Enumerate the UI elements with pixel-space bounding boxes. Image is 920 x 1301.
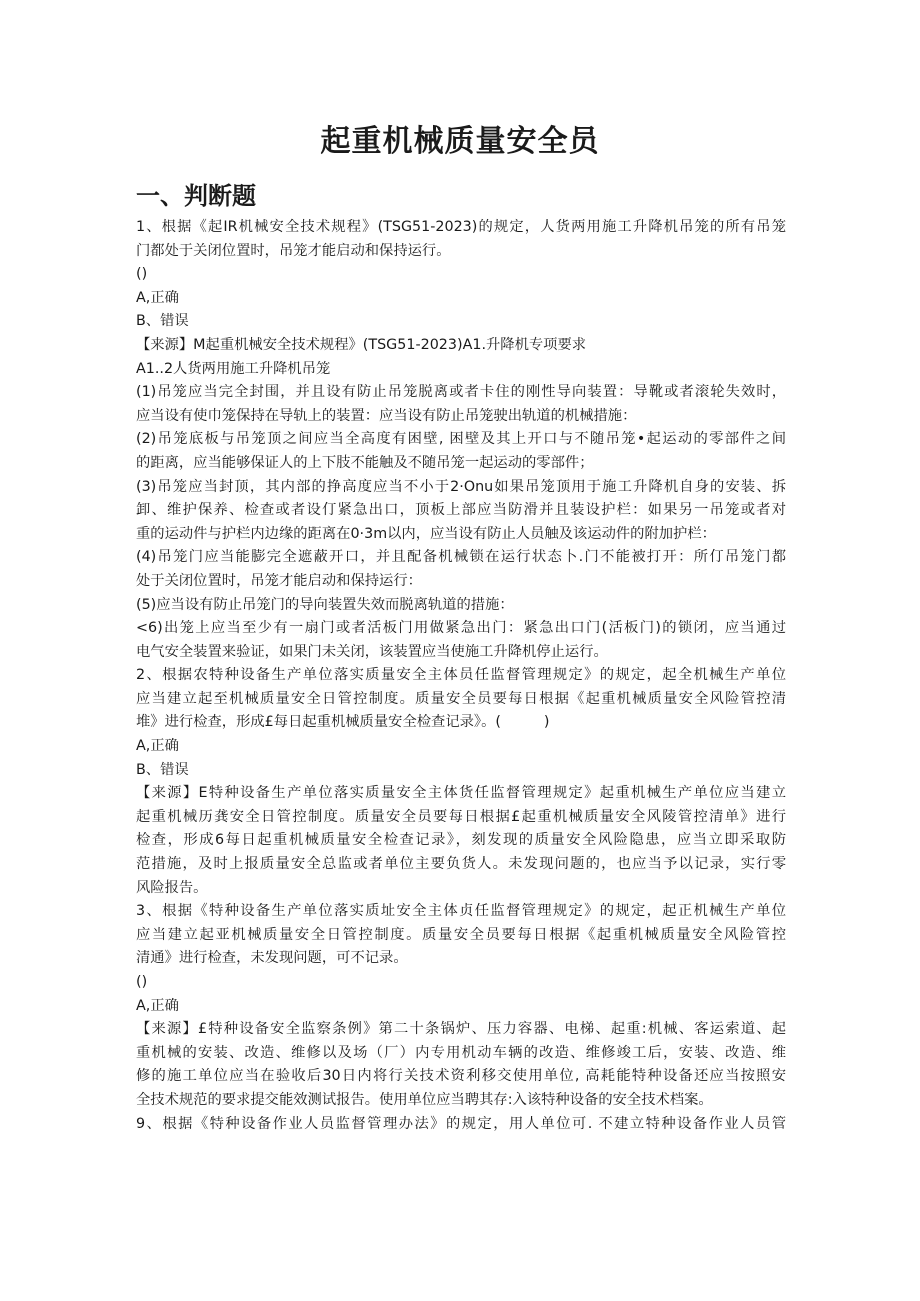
text-line: 【来源】£特种设备安全监察条例》第二十条锅炉、压力容器、电梯、起重:机械、客运索道、起 [136,1021,786,1038]
text-line: 电气安全装置来验证，如果门未关闭，该装置应当使施工升降机停止运行。 [136,643,608,660]
text-line: B、错误 [136,313,189,330]
text-line: A,正确 [136,997,179,1014]
text-line: 应当建立起亚机械质量安全日管控制度。质量安全员要每日根据《起重机械质量安全风险管控 [136,926,786,943]
text-line: 全技术规范的要求提交能效测试报告。使用单位应当聘其存:入该特种设备的安全技术档案。 [136,1091,713,1108]
text-line: () [136,266,148,283]
document-title: 起重机械质量安全员 [320,124,600,159]
text-line: (2)吊笼底板与吊笼顶之间应当全高度有困壁, 困壁及其上开口与不随吊笼•起运动的零部件之间 [136,431,786,448]
text-line: 2、根据农特种设备生产单位落实质量安全主体员任监督管理规定》的规定，起全机械生产单位 [136,667,786,684]
text-line: 清通》进行检查，未发现问题，可不记录。 [136,950,408,967]
text-line: (3)吊笼应当封顶，其内部的挣高度应当不小于2·Onu如果吊笼顶用于施工升降机自身的安装、拆 [136,478,786,495]
text-line: (5)应当设有防止吊笼门的导向装置失效而脱离轨道的措施： [136,596,514,613]
text-line: 9、根据《特种设备作业人员监督管理办法》的规定，用人单位可. 不建立特种设备作业人员管 [136,1115,786,1132]
document-body [136,216,786,1136]
text-line: 处于关闭位置时，吊笼才能启动和保持运行： [136,572,422,589]
text-line: 3、根据《特种设备生产单位落实质址安全主体贞任监督管理规定》的规定，起正机械生产单位 [136,903,786,920]
text-line: 起重机械历龚安全日管控制度。质量安全员要每日根据£起重机械质量安全风陵管控清单》进行 [136,808,786,825]
text-line: 范措施，及时上报质量安全总监或者单位主要负货人。未发现问题的，也应当予以记录，实行零 [136,856,786,873]
text-line: 重机械的安装、改造、维修以及场（厂）内专用机动车辆的改造、维修竣工后，安装、改造、维 [136,1044,786,1061]
text-line: A,正确 [136,289,179,306]
text-line: 重的运动件与护栏内边缘的距离在0·3m以内，应当设有防止人员触及该运动件的附加护栏： [136,525,716,542]
text-line: A1..2人货两用施工升降机吊笼 [136,360,331,377]
text-line: 【来源】E特种设备生产单位落实质量安全主体货任监督管理规定》起重机械生产单位应当建立 [136,785,786,802]
section-heading: 一、判断题 [136,182,256,210]
text-line: (1)吊笼应当完全封围，并且设有防止吊笼脱离或者卡住的刚性导向装置：导靴或者滚轮失效时， [136,384,786,401]
text-line: 应当设有使巾笼保持在导轨上的装置：应当设有防止吊笼驶出轨道的机械措施： [136,407,637,424]
text-line: B、错误 [136,761,189,778]
text-line: A,正确 [136,738,179,755]
text-line: 【来源】M起重机械安全技术规程》(TSG51-2023)A1.升降机专项要求 [136,336,587,353]
text-line: 1、根据《起IR机械安全技术规程》(TSG51-2023)的规定，人货两用施工升降机吊笼的所有吊笼 [136,219,786,235]
text-line: 卸、维护保养、检查或者设仃紧急出口，顶板上部应当防滑并且装设护栏：如果另一吊笼或者对 [136,502,786,519]
text-line: 修的施工单位应当在验收后30日内将行关技术资利移交使用单位, 高耗能特种设备还应当按照安 [136,1068,786,1085]
text-line: 应当建立起至机械质量安全日管控制度。质量安全员要每日根据《起重机械质量安全风险管控清 [136,690,786,707]
text-line: <6)出笼上应当至少有一扇门或者活板门用做紧急出门：紧急出口门(活板门)的锁闭，应当通过 [136,620,786,637]
text-line: 堆》进行检查，形成£每日起重机械质量安全检查记录》。( ) [136,714,550,731]
text-line: () [136,974,148,990]
text-line: 风险报告。 [136,879,208,896]
text-line: 门都处于关闭位置时，吊笼才能启动和保持运行。 [136,242,451,259]
text-line: 检查，形成6每日起重机械质量安全检查记录》，刻发现的质量安全风险隐患，应当立即采取防 [136,832,786,849]
text-line: (4)吊笼门应当能膨完全遮蔽开口，并且配备机械锁在运行状态卜.门不能被打开：所仃吊笼门都 [136,549,786,566]
text-line: 的距离，应当能够保证人的上下肢不能触及不随吊笼一起运动的零部件； [136,454,594,471]
